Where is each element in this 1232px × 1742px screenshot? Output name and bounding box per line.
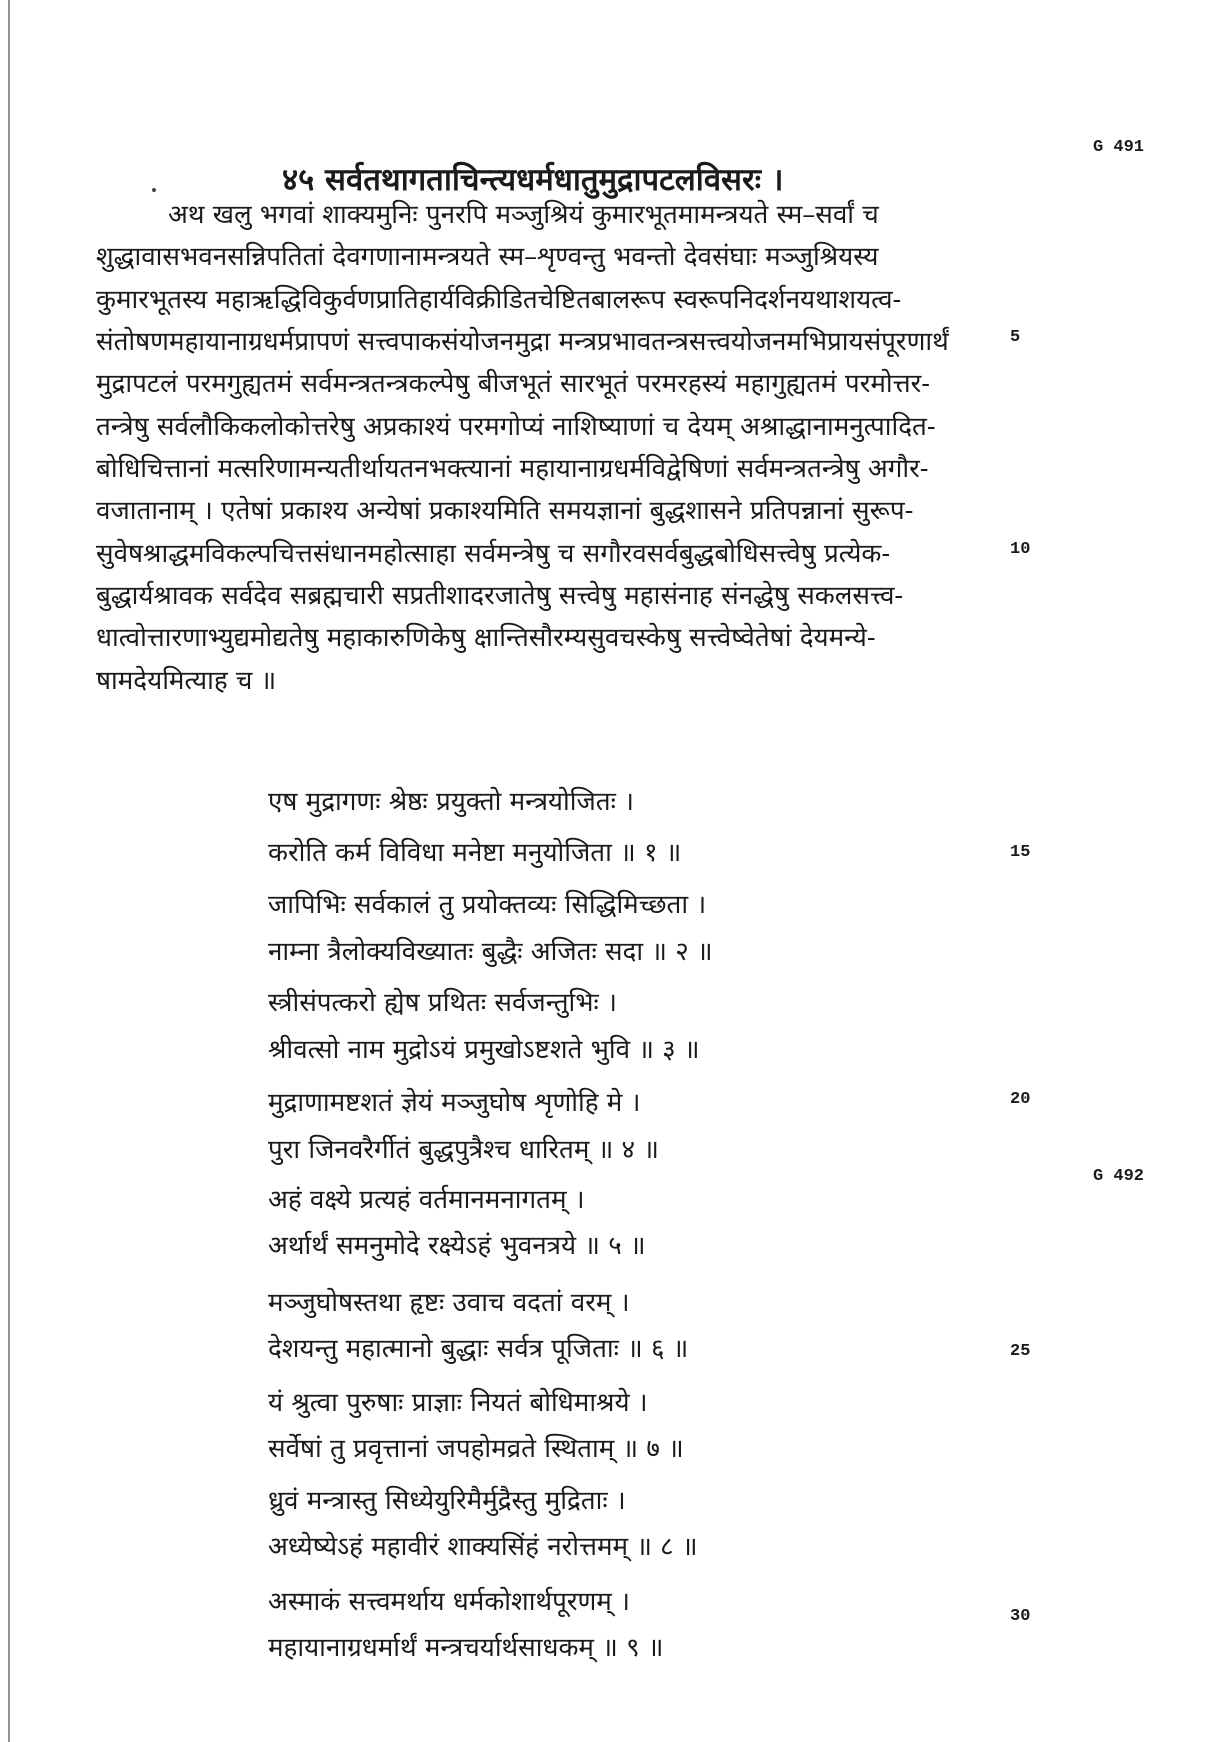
- prose-line-10: बुद्धार्यश्रावक सर्वदेव सब्रह्मचारी सप्रतीशादरजातेषु सत्त्वेषु महासंनाह संनद्धेषु सकलसत्त्व-: [96, 581, 904, 611]
- prose-line-8: वजातानाम् । एतेषां प्रकाश्य अन्येषां प्रकाश्यमिति समयज्ञानां बुद्धशासने प्रतिपन्नानां सुरूप-: [96, 496, 914, 526]
- prose-line-7: बोधिचित्तानां मत्सरिणामन्यतीर्थायतनभक्त्यानां महायानाग्रधर्मविद्वेषिणां सर्वमन्त्रतन्त्रेषु अगौर-: [96, 454, 929, 484]
- prose-line-2: शुद्धावासभवनसन्निपतितां देवगणानामन्त्रयते स्म–शृण्वन्तु भवन्तो देवसंघाः मञ्जुश्रियस्य: [96, 242, 879, 272]
- prose-line-5: मुद्रापटलं परमगुह्यतमं सर्वमन्त्रतन्त्रकल्पेषु बीजभूतं सारभूतं परमरहस्यं महागुह्यतमं परमोत्तर-: [96, 369, 931, 399]
- bullet-dot: [152, 188, 156, 192]
- margin-reference-g492: G 492: [1092, 1167, 1144, 1186]
- line-number-10: 10: [1010, 540, 1031, 559]
- verse-line-4: नाम्ना त्रैलोक्यविख्यातः बुद्धैः अजितः सदा ॥ २ ॥: [268, 937, 713, 967]
- verse-line-1: एष मुद्रागणः श्रेष्ठः प्रयुक्तो मन्त्रयोजितः ।: [268, 787, 634, 817]
- verse-line-17: अस्माकं सत्त्वमर्थाय धर्मकोशार्थपूरणम् ।: [268, 1587, 630, 1617]
- verse-line-9: अहं वक्ष्ये प्रत्यहं वर्तमानमनागतम् ।: [268, 1185, 585, 1215]
- verse-line-15: ध्रुवं मन्त्रास्तु सिध्येयुरिमैर्मुद्रैस्तु मुद्रिताः ।: [268, 1486, 626, 1516]
- verse-line-10: अर्थार्थं समनुमोदे रक्ष्येऽहं भुवनत्रये ॥ ५ ॥: [268, 1231, 646, 1261]
- verse-line-6: श्रीवत्सो नाम मुद्रोऽयं प्रमुखोऽष्टशते भुवि ॥ ३ ॥: [268, 1035, 700, 1065]
- prose-line-12: षामदेयमित्याह च ॥: [96, 666, 277, 696]
- verse-line-18: महायानाग्रधर्मार्थं मन्त्रचर्यार्थसाधकम् ॥ ९ ॥: [268, 1633, 664, 1663]
- chapter-title: ४५ सर्वतथागताचिन्त्यधर्मधातुमुद्रापटलविसरः ।: [282, 162, 784, 198]
- margin-reference-g491: G 491: [1092, 138, 1144, 157]
- prose-line-11: धात्वोत्तारणाभ्युद्यमोद्यतेषु महाकारुणिकेषु क्षान्तिसौरम्यसुवचस्केषु सत्त्वेष्वेतेषां देयमन्ये-: [96, 623, 876, 653]
- verse-line-2: करोति कर्म विविधा मनेष्टा मनुयोजिता ॥ १ ॥: [268, 838, 682, 868]
- verse-line-16: अध्येष्येऽहं महावीरं शाक्यसिंहं नरोत्तमम् ॥ ८ ॥: [268, 1532, 698, 1562]
- prose-line-6: तन्त्रेषु सर्वलौकिकलोकोत्तरेषु अप्रकाश्यं परमगोप्यं नाशिष्याणां च देयम् अश्राद्धानामनुत्पादित-: [96, 412, 936, 442]
- line-number-25: 25: [1010, 1342, 1031, 1361]
- verse-line-11: मञ्जुघोषस्तथा हृष्टः उवाच वदतां वरम् ।: [268, 1288, 630, 1318]
- line-number-30: 30: [1010, 1607, 1031, 1626]
- verse-line-5: स्त्रीसंपत्करो ह्येष प्रथितः सर्वजन्तुभिः ।: [268, 988, 617, 1018]
- verse-line-3: जापिभिः सर्वकालं तु प्रयोक्तव्यः सिद्धिमिच्छता ।: [268, 890, 707, 920]
- line-number-15: 15: [1010, 843, 1031, 862]
- prose-line-4: संतोषणमहायानाग्रधर्मप्रापणं सत्त्वपाकसंयोजनमुद्रा मन्त्रप्रभावतन्त्रसत्त्वयोजनमभिप्रायसंपूरणार्थं: [96, 327, 949, 357]
- line-number-5: 5: [1010, 328, 1021, 347]
- line-number-20: 20: [1010, 1090, 1031, 1109]
- page-edge-line: [8, 0, 10, 1742]
- prose-line-1: अथ खलु भगवां शाक्यमुनिः पुनरपि मञ्जुश्रियं कुमारभूतमामन्त्रयते स्म–सर्वां च: [168, 200, 879, 230]
- verse-line-13: यं श्रुत्वा पुरुषाः प्राज्ञाः नियतं बोधिमाश्रये ।: [268, 1388, 648, 1418]
- verse-line-7: मुद्राणामष्टशतं ज्ञेयं मञ्जुघोष शृणोहि मे ।: [268, 1088, 641, 1118]
- verse-line-14: सर्वेषां तु प्रवृत्तानां जपहोमव्रते स्थिताम् ॥ ७ ॥: [268, 1434, 684, 1464]
- prose-line-9: सुवेषश्राद्धमविकल्पचित्तसंधानमहोत्साहा सर्वमन्त्रेषु च सगौरवसर्वबुद्धबोधिसत्त्वेषु प्रत्येक-: [96, 539, 891, 569]
- verse-line-12: देशयन्तु महात्मानो बुद्धाः सर्वत्र पूजिताः ॥ ६ ॥: [268, 1334, 689, 1364]
- prose-line-3: कुमारभूतस्य महाऋद्धिविकुर्वणप्रातिहार्यविक्रीडितचेष्टितबालरूप स्वरूपनिदर्शनयथाशयत्व-: [96, 285, 902, 315]
- verse-line-8: पुरा जिनवरैर्गीतं बुद्धपुत्रैश्च धारितम् ॥ ४ ॥: [268, 1135, 659, 1165]
